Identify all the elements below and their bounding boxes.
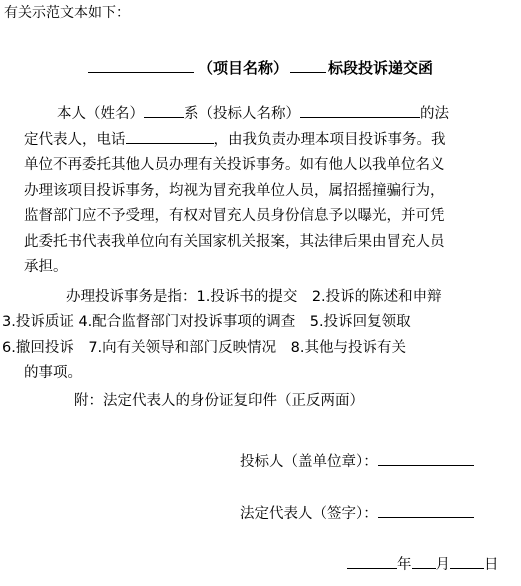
month-blank[interactable] xyxy=(412,554,436,569)
bidder-seal-label: 投标人（盖单位章）： xyxy=(240,454,378,470)
legal-rep-signature-row xyxy=(240,502,474,523)
paragraph1-line2 xyxy=(24,128,512,154)
paragraph2-line1: 办理投诉事务是指：1.投诉书的提交 2.投诉的陈述和申辩 xyxy=(66,288,442,305)
paragraph2-line2: 3.投诉质证 4.配合监督部门对投诉事项的调查 5.投诉回复领取 xyxy=(2,314,411,330)
phone-label: 定代表人，电话 xyxy=(24,131,126,148)
attachment-note: 附：法定代表人的身份证复印件（正反两面） xyxy=(74,392,364,409)
legal-rep-blank[interactable] xyxy=(378,503,474,518)
year-label: 年 xyxy=(397,557,412,573)
paragraph2-line4: 的事项。 xyxy=(24,365,82,381)
bidder-signature-row xyxy=(240,450,474,471)
project-name-blank[interactable] xyxy=(88,58,194,73)
bidder-name-label: 系（投标人名称） xyxy=(184,106,300,122)
letter-title xyxy=(0,57,521,78)
line2-tail: ，由我负责办理本项目投诉事务。我 xyxy=(213,131,446,148)
name-label: 本人（姓名） xyxy=(57,106,144,122)
day-label: 日 xyxy=(484,557,499,573)
name-blank[interactable] xyxy=(144,103,184,118)
month-label: 月 xyxy=(435,557,450,573)
paragraph1-line3: 单位不再委托其他人员办理有关投诉事务。如有他人以我单位名义 xyxy=(24,157,445,173)
paragraph1-line7: 承担。 xyxy=(24,259,68,275)
paragraph1-line4: 办理该项目投诉事务，均视为冒充我单位人员，属招摇撞骗行为， xyxy=(24,182,445,199)
section-blank[interactable] xyxy=(290,58,326,73)
paragraph1-line6: 此委托书代表我单位向有关国家机关报案，其法律后果由冒充人员 xyxy=(24,233,445,250)
bidder-name-blank[interactable] xyxy=(300,103,420,118)
phone-blank[interactable] xyxy=(126,129,214,144)
intro-text: 有关示范文本如下： xyxy=(4,5,130,21)
paragraph2-line3: 6.撤回投诉 7.向有关领导和部门反映情况 8.其他与投诉有关 xyxy=(2,339,407,356)
paragraph1-line1 xyxy=(24,102,512,128)
year-blank[interactable] xyxy=(347,554,397,569)
bidder-seal-blank[interactable] xyxy=(378,451,474,466)
letter-body xyxy=(2,102,512,414)
title-suffix: 标段投诉递交函 xyxy=(328,59,434,77)
title-project-label: （项目名称） xyxy=(197,59,288,77)
day-blank[interactable] xyxy=(450,554,484,569)
paragraph1-line5: 监督部门应不予受理，有权对冒充人员身份信息予以曝光，并可凭 xyxy=(24,208,445,224)
line1-tail: 的法 xyxy=(420,106,449,122)
legal-rep-label: 法定代表人（签字）： xyxy=(240,506,378,522)
date-row xyxy=(347,553,499,574)
